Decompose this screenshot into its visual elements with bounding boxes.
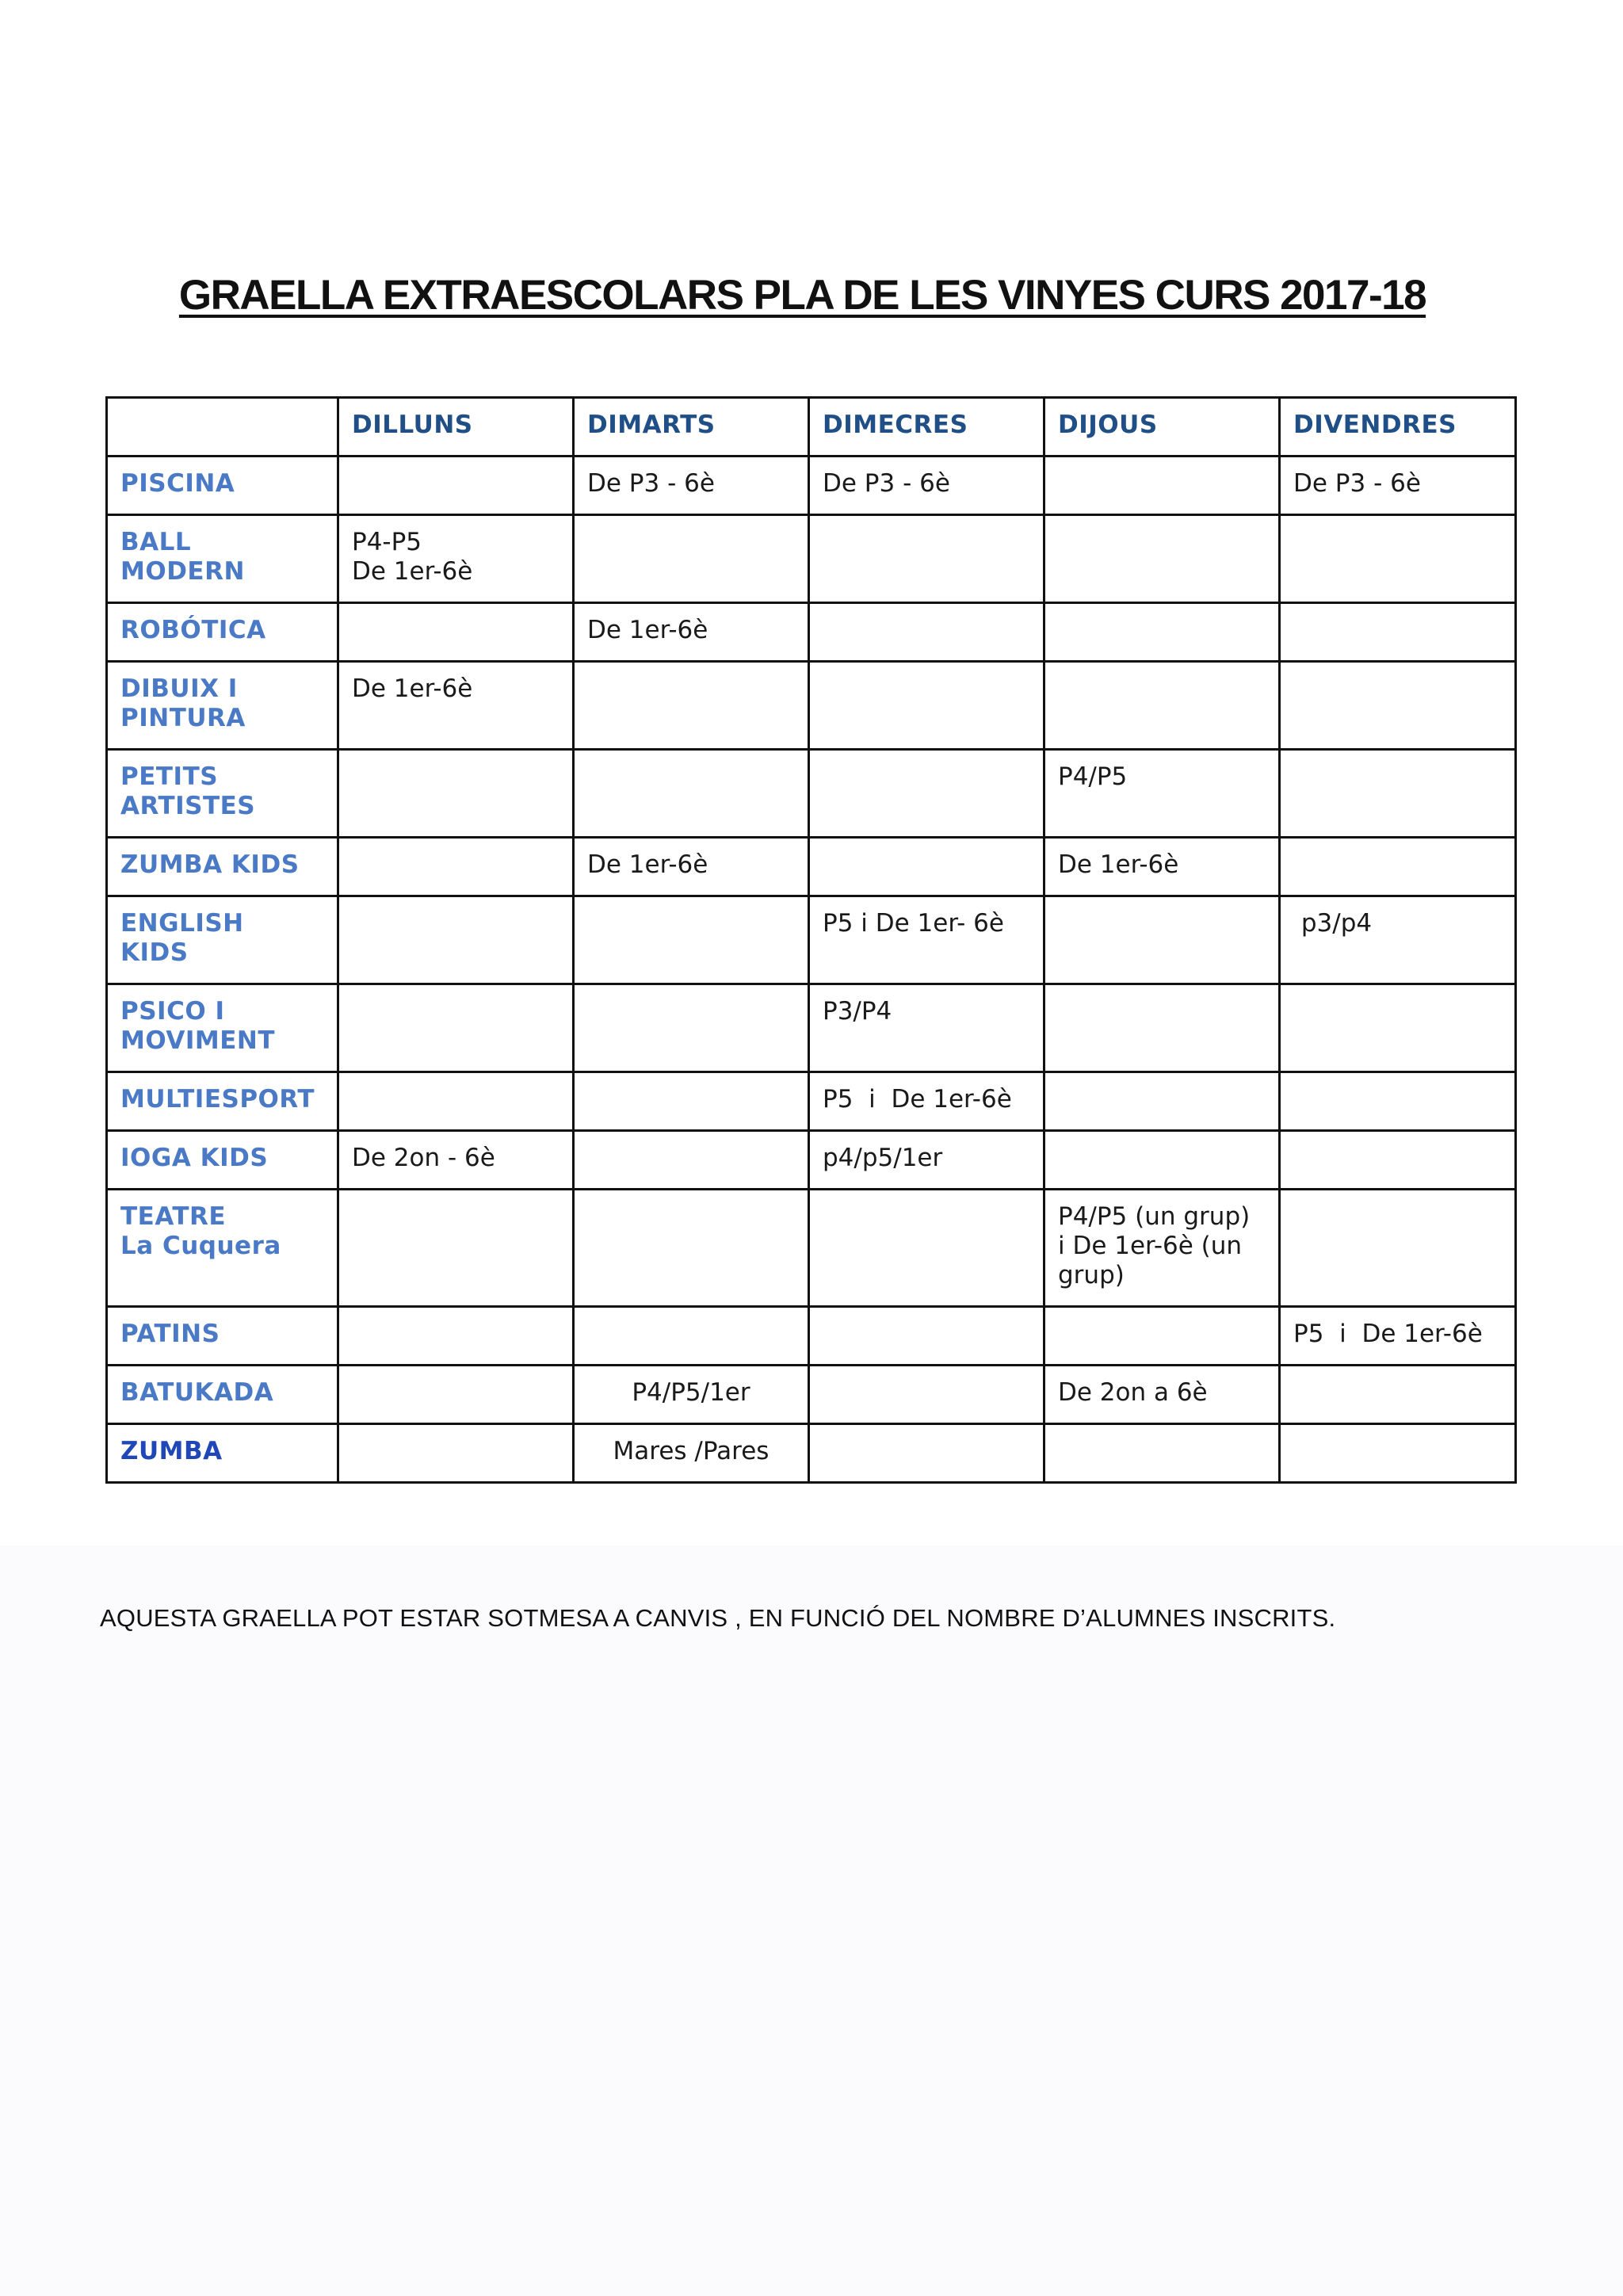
schedule-cell [809, 838, 1044, 896]
schedule-cell [809, 515, 1044, 603]
schedule-cell [338, 896, 574, 984]
activity-name: BATUKADA [107, 1366, 338, 1424]
schedule-cell: P4-P5 De 1er-6è [338, 515, 574, 603]
schedule-cell [1280, 662, 1516, 750]
table-row [107, 1190, 1516, 1307]
schedule-cell [574, 1072, 809, 1131]
schedule-cell [574, 896, 809, 984]
table-row [107, 984, 1516, 1072]
table-row [107, 1072, 1516, 1131]
schedule-cell [1044, 1131, 1280, 1190]
schedule-cell: P5 i De 1er-6è [1280, 1307, 1516, 1366]
schedule-cell [574, 1307, 809, 1366]
schedule-cell [338, 750, 574, 838]
schedule-cell [1280, 1131, 1516, 1190]
schedule-cell [1280, 750, 1516, 838]
schedule-cell: De 2on a 6è [1044, 1366, 1280, 1424]
schedule-cell [1044, 1307, 1280, 1366]
schedule-cell [574, 984, 809, 1072]
schedule-cell [1280, 1424, 1516, 1483]
schedule-cell [338, 984, 574, 1072]
activity-name: BALL MODERN [107, 515, 338, 603]
table-row [107, 750, 1516, 838]
schedule-cell [1044, 515, 1280, 603]
schedule-cell [1280, 1072, 1516, 1131]
table-row [107, 1424, 1516, 1483]
activity-name: PSICO I MOVIMENT [107, 984, 338, 1072]
schedule-cell [809, 662, 1044, 750]
day-header-dimecres: DIMECRES [809, 398, 1044, 457]
table-row [107, 896, 1516, 984]
schedule-cell [1044, 896, 1280, 984]
schedule-cell: P5 i De 1er-6è [809, 1072, 1044, 1131]
table-row [107, 515, 1516, 603]
schedule-cell [809, 1366, 1044, 1424]
day-header-dilluns: DILLUNS [338, 398, 574, 457]
schedule-cell [1044, 603, 1280, 662]
schedule-cell [574, 750, 809, 838]
day-header-dimarts: DIMARTS [574, 398, 809, 457]
schedule-cell [574, 662, 809, 750]
schedule-cell [809, 1307, 1044, 1366]
schedule-cell: P4/P5 (un grup) i De 1er-6è (un grup) [1044, 1190, 1280, 1307]
schedule-cell [338, 603, 574, 662]
schedule-cell: P5 i De 1er- 6è [809, 896, 1044, 984]
corner-cell [107, 398, 338, 457]
schedule-cell [338, 1307, 574, 1366]
activity-name: ZUMBA KIDS [107, 838, 338, 896]
activity-name: MULTIESPORT [107, 1072, 338, 1131]
schedule-table [105, 396, 1517, 1484]
disclaimer-note: AQUESTA GRAELLA POT ESTAR SOTMESA A CANVIS , EN FUNCIÓ DEL NOMBRE D’ALUMNES INSCRITS. [100, 1604, 1336, 1632]
activity-name: ROBÓTICA [107, 603, 338, 662]
schedule-cell [574, 515, 809, 603]
schedule-cell: P3/P4 [809, 984, 1044, 1072]
schedule-cell: P4/P5 [1044, 750, 1280, 838]
header-row [107, 398, 1516, 457]
schedule-cell [574, 1190, 809, 1307]
schedule-cell [1280, 515, 1516, 603]
page-title: GRAELLA EXTRAESCOLARS PLA DE LES VINYES CURS 2017-18 [178, 272, 1426, 319]
schedule-cell [1280, 1190, 1516, 1307]
schedule-cell: De P3 - 6è [1280, 457, 1516, 515]
schedule-cell [1280, 984, 1516, 1072]
schedule-cell [809, 750, 1044, 838]
schedule-cell [338, 1366, 574, 1424]
schedule-cell [1044, 1072, 1280, 1131]
activity-name: IOGA KIDS [107, 1131, 338, 1190]
schedule-cell: De P3 - 6è [809, 457, 1044, 515]
schedule-cell: De 1er-6è [574, 838, 809, 896]
schedule-cell: De 1er-6è [574, 603, 809, 662]
schedule-cell [338, 838, 574, 896]
schedule-cell [1280, 838, 1516, 896]
schedule-cell [338, 1190, 574, 1307]
table-row [107, 662, 1516, 750]
table-row [107, 1131, 1516, 1190]
activity-name: ZUMBA [107, 1424, 338, 1483]
activity-name: PATINS [107, 1307, 338, 1366]
activity-name: TEATRE La Cuquera [107, 1190, 338, 1307]
table-row [107, 838, 1516, 896]
day-header-dijous: DIJOUS [1044, 398, 1280, 457]
activity-name: PETITS ARTISTES [107, 750, 338, 838]
schedule-cell [1280, 603, 1516, 662]
schedule-cell: p4/p5/1er [809, 1131, 1044, 1190]
schedule-cell: Mares /Pares [574, 1424, 809, 1483]
schedule-cell [809, 1424, 1044, 1483]
activity-name: ENGLISH KIDS [107, 896, 338, 984]
table-row [107, 603, 1516, 662]
schedule-cell [809, 1190, 1044, 1307]
table-row [107, 457, 1516, 515]
schedule-cell [1044, 457, 1280, 515]
page-lower-shade [0, 1545, 1623, 2296]
activity-name: DIBUIX I PINTURA [107, 662, 338, 750]
schedule-cell [338, 1072, 574, 1131]
schedule-cell [1280, 1366, 1516, 1424]
schedule-cell [1044, 984, 1280, 1072]
activity-name: PISCINA [107, 457, 338, 515]
schedule-cell: De 1er-6è [1044, 838, 1280, 896]
schedule-cell: De 1er-6è [338, 662, 574, 750]
schedule-cell: P4/P5/1er [574, 1366, 809, 1424]
schedule-cell: De 2on - 6è [338, 1131, 574, 1190]
table-row [107, 1366, 1516, 1424]
table-row [107, 1307, 1516, 1366]
schedule-cell [338, 1424, 574, 1483]
schedule-cell [809, 603, 1044, 662]
schedule-cell: p3/p4 [1280, 896, 1516, 984]
schedule-cell: De P3 - 6è [574, 457, 809, 515]
schedule-cell [338, 457, 574, 515]
schedule-cell [574, 1131, 809, 1190]
schedule-cell [1044, 662, 1280, 750]
day-header-divendres: DIVENDRES [1280, 398, 1516, 457]
schedule-cell [1044, 1424, 1280, 1483]
